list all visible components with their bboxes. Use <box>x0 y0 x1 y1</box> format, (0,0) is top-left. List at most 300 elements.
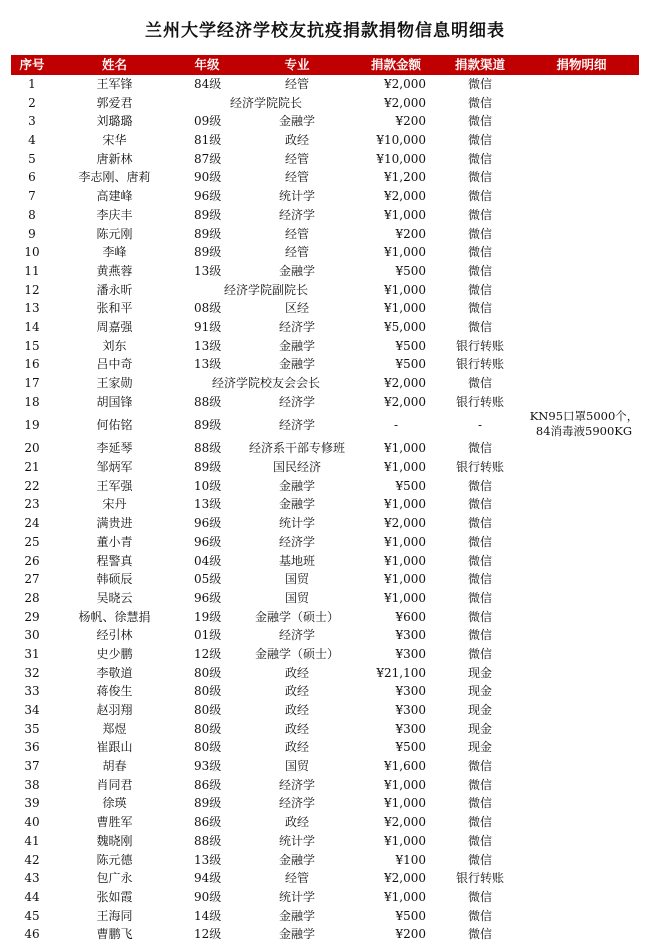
cell-grade: 09级 <box>194 114 222 129</box>
cell-amount: ¥1,600 <box>384 759 426 774</box>
cell-major: 经济学 <box>278 628 315 643</box>
cell-major: 金融学（硕士） <box>254 609 339 624</box>
cell-seq: 31 <box>24 646 40 661</box>
cell-amount: ¥500 <box>395 478 426 493</box>
cell-grade: 89级 <box>194 796 222 811</box>
cell-major: 政经 <box>284 721 309 736</box>
cell-amount: ¥1,000 <box>384 460 426 475</box>
cell-amount: ¥500 <box>395 740 426 755</box>
cell-major: 经济学 <box>278 534 315 549</box>
cell-name: 宋丹 <box>102 497 127 512</box>
cell-seq: 25 <box>24 534 40 549</box>
table-row <box>11 757 639 776</box>
cell-amount: ¥500 <box>395 357 426 372</box>
cell-major: 统计学 <box>278 833 315 848</box>
table-row <box>11 374 639 393</box>
cell-major: 经济学 <box>278 796 315 811</box>
table-row <box>11 514 639 533</box>
cell-name: 吴晓云 <box>96 590 133 605</box>
cell-name: 何佑铭 <box>96 418 133 433</box>
cell-grade: 13级 <box>194 497 222 512</box>
cell-major: 政经 <box>284 133 309 148</box>
cell-channel: 微信 <box>467 376 492 390</box>
cell-major: 经管 <box>284 151 309 166</box>
cell-major: 经管 <box>284 245 309 260</box>
cell-amount: ¥300 <box>395 628 426 643</box>
cell-grade: 89级 <box>194 226 222 241</box>
cell-seq: 8 <box>28 207 36 222</box>
cell-channel: 微信 <box>467 516 492 531</box>
cell-channel: 微信 <box>467 226 492 241</box>
cell-seq: 2 <box>28 95 36 110</box>
cell-channel: 微信 <box>467 319 492 334</box>
cell-amount: ¥1,000 <box>384 282 426 297</box>
table-row <box>11 776 639 795</box>
cell-grade: 96级 <box>194 189 222 204</box>
cell-name: 肖同君 <box>96 777 133 792</box>
cell-major: 政经 <box>284 740 309 755</box>
cell-amount: ¥2,000 <box>384 815 426 830</box>
cell-amount: ¥10,000 <box>376 133 426 148</box>
cell-name: 吕中奇 <box>96 357 133 372</box>
cell-name: 曹胜军 <box>96 815 133 830</box>
cell-amount: ¥2,000 <box>384 95 426 110</box>
cell-grade: 89级 <box>194 460 222 475</box>
cell-major: 金融学（硕士） <box>254 646 339 661</box>
table-row <box>11 570 639 589</box>
cell-seq: 37 <box>24 759 40 774</box>
cell-seq: 6 <box>28 170 36 185</box>
cell-amount: ¥1,000 <box>384 553 426 568</box>
cell-grade: 13级 <box>194 263 222 278</box>
cell-name: 唐新林 <box>96 151 133 166</box>
cell-grade: 14级 <box>194 908 222 923</box>
cell-grade: 08级 <box>194 301 222 316</box>
cell-role: 经济学院副院长 <box>223 282 308 297</box>
table-row <box>11 439 639 458</box>
cell-channel: 微信 <box>467 796 492 811</box>
cell-grade: 12级 <box>194 646 222 661</box>
cell-grade: 01级 <box>194 628 222 643</box>
cell-seq: 30 <box>24 628 40 643</box>
cell-seq: 9 <box>28 226 36 241</box>
cell-name: 刘东 <box>102 338 127 353</box>
cell-amount: - <box>393 418 399 433</box>
cell-name: 蒋俊生 <box>96 684 133 699</box>
header-seq: 序号 <box>19 57 45 72</box>
cell-role: 经济学院院长 <box>229 95 302 110</box>
cell-channel: 微信 <box>467 759 492 774</box>
header-grade: 年级 <box>194 57 220 72</box>
cell-name: 胡国锋 <box>96 394 133 409</box>
table-row <box>11 907 639 926</box>
cell-name: 李延琴 <box>96 441 133 456</box>
cell-name: 陈元刚 <box>96 226 133 241</box>
cell-amount: ¥2,000 <box>384 871 426 886</box>
cell-name: 魏晓刚 <box>96 833 133 848</box>
cell-name: 宋华 <box>102 133 127 148</box>
cell-major: 政经 <box>284 665 309 680</box>
cell-grade: 84级 <box>194 77 222 91</box>
table-row <box>11 299 639 318</box>
table-row <box>11 552 639 571</box>
cell-name: 杨帆、徐慧捐 <box>78 609 151 624</box>
table-row <box>11 243 639 262</box>
table-header <box>11 55 639 75</box>
cell-channel: 微信 <box>467 833 492 848</box>
cell-amount: ¥1,000 <box>384 207 426 222</box>
cell-seq: 14 <box>24 319 40 334</box>
cell-channel: 微信 <box>467 245 492 260</box>
header-detail: 捐物明细 <box>556 57 607 72</box>
cell-major: 统计学 <box>278 189 315 204</box>
cell-name: 赵羽翔 <box>96 703 133 717</box>
table-row <box>11 851 639 870</box>
cell-name: 潘永昕 <box>96 282 133 297</box>
cell-seq: 41 <box>24 833 40 848</box>
cell-channel: 微信 <box>467 777 492 792</box>
cell-major: 国贸 <box>284 590 309 605</box>
cell-grade: 96级 <box>194 590 222 605</box>
cell-channel: 微信 <box>467 497 492 512</box>
table-row <box>11 131 639 150</box>
table-row <box>11 589 639 608</box>
cell-name: 郑煜 <box>102 721 127 736</box>
table-row <box>11 626 639 645</box>
header-major: 专业 <box>284 57 310 72</box>
cell-seq: 7 <box>28 189 36 204</box>
cell-amount: ¥200 <box>395 927 426 942</box>
cell-name: 王军强 <box>96 478 133 493</box>
cell-channel: 银行转账 <box>455 394 504 409</box>
cell-amount: ¥1,000 <box>384 889 426 904</box>
cell-amount: ¥200 <box>395 114 426 129</box>
cell-major: 金融学 <box>278 338 315 353</box>
cell-major: 政经 <box>284 815 309 830</box>
cell-grade: 88级 <box>194 833 222 848</box>
cell-seq: 43 <box>24 871 40 886</box>
cell-amount: ¥1,000 <box>384 245 426 260</box>
cell-grade: 91级 <box>194 319 222 334</box>
cell-seq: 26 <box>24 553 40 568</box>
cell-amount: ¥1,000 <box>384 833 426 848</box>
cell-major: 基地班 <box>278 553 315 568</box>
cell-major: 经济系干部专修班 <box>248 441 345 456</box>
table-row <box>11 112 639 131</box>
cell-amount: ¥1,000 <box>384 441 426 456</box>
table-row <box>11 738 639 757</box>
cell-amount: ¥1,000 <box>384 301 426 316</box>
cell-seq: 19 <box>24 418 40 433</box>
cell-major: 经济学 <box>278 319 315 334</box>
cell-name: 曹鹏飞 <box>96 927 133 942</box>
cell-major: 统计学 <box>278 889 315 904</box>
cell-name: 高建峰 <box>96 189 133 204</box>
table-row <box>11 477 639 496</box>
cell-amount: ¥300 <box>395 646 426 661</box>
cell-amount: ¥2,000 <box>384 77 426 91</box>
cell-seq: 11 <box>24 263 40 278</box>
cell-grade: 19级 <box>194 609 222 624</box>
cell-seq: 34 <box>24 703 40 717</box>
cell-channel: 微信 <box>467 815 492 830</box>
cell-major: 金融学 <box>278 908 315 923</box>
cell-channel: 微信 <box>467 151 492 166</box>
cell-grade: 89级 <box>194 418 222 433</box>
cell-channel: 微信 <box>467 114 492 129</box>
header-name: 姓名 <box>101 57 127 72</box>
cell-seq: 15 <box>24 338 40 353</box>
cell-amount: ¥600 <box>395 609 426 624</box>
cell-amount: ¥200 <box>395 226 426 241</box>
table-row <box>11 206 639 225</box>
cell-channel: 微信 <box>467 77 492 91</box>
cell-channel: 微信 <box>467 133 492 148</box>
cell-seq: 27 <box>24 572 40 587</box>
cell-amount: ¥1,000 <box>384 796 426 811</box>
cell-seq: 44 <box>24 889 40 904</box>
cell-name: 徐瑛 <box>102 796 127 811</box>
cell-grade: 10级 <box>194 478 222 493</box>
cell-seq: 10 <box>24 245 40 260</box>
cell-major: 统计学 <box>278 516 315 531</box>
cell-grade: 88级 <box>194 441 222 456</box>
cell-seq: 38 <box>24 777 40 792</box>
cell-detail: KN95口罩5000个，84消毒液5900KG <box>529 409 639 439</box>
cell-grade: 13级 <box>194 338 222 353</box>
cell-grade: 87级 <box>194 151 222 166</box>
cell-channel: 微信 <box>467 441 492 456</box>
cell-major: 政经 <box>284 684 309 699</box>
cell-seq: 20 <box>24 441 40 456</box>
table-row <box>11 355 639 374</box>
cell-channel: 微信 <box>467 590 492 605</box>
cell-channel: 银行转账 <box>455 357 504 372</box>
cell-name: 崔跟山 <box>96 740 133 755</box>
cell-major: 经管 <box>284 226 309 241</box>
table-row <box>11 495 639 514</box>
cell-amount: ¥100 <box>395 852 426 867</box>
cell-seq: 13 <box>24 301 40 316</box>
cell-major: 经济学 <box>278 394 315 409</box>
cell-amount: ¥10,000 <box>376 151 426 166</box>
table-row <box>11 869 639 888</box>
cell-amount: ¥5,000 <box>384 319 426 334</box>
cell-channel: 微信 <box>467 908 492 923</box>
cell-name: 胡春 <box>102 759 127 774</box>
cell-major: 金融学 <box>278 852 315 867</box>
cell-grade: 80级 <box>194 721 222 736</box>
cell-channel: 微信 <box>467 263 492 278</box>
cell-name: 程警真 <box>96 553 133 568</box>
cell-name: 李庆丰 <box>96 207 133 222</box>
cell-channel: 微信 <box>467 646 492 661</box>
cell-seq: 16 <box>24 357 40 372</box>
cell-amount: ¥300 <box>395 684 426 699</box>
cell-grade: 13级 <box>194 357 222 372</box>
cell-grade: 81级 <box>194 133 222 148</box>
cell-seq: 3 <box>28 114 36 129</box>
cell-seq: 17 <box>24 376 40 390</box>
header-channel: 捐款渠道 <box>454 57 505 72</box>
table-row <box>11 701 639 720</box>
cell-channel: 银行转账 <box>455 871 504 886</box>
cell-grade: 80级 <box>194 665 222 680</box>
cell-channel: 现金 <box>467 740 492 755</box>
cell-amount: ¥2,000 <box>384 516 426 531</box>
cell-seq: 21 <box>24 460 40 475</box>
cell-name: 王家勋 <box>96 376 133 390</box>
cell-amount: ¥2,000 <box>384 394 426 409</box>
cell-seq: 24 <box>24 516 40 531</box>
cell-amount: ¥500 <box>395 908 426 923</box>
cell-channel: 微信 <box>467 889 492 904</box>
table-row <box>11 720 639 739</box>
cell-seq: 12 <box>24 282 40 297</box>
cell-channel: 现金 <box>467 665 492 680</box>
cell-grade: 88级 <box>194 394 222 409</box>
cell-grade: 93级 <box>194 759 222 774</box>
table-row <box>11 262 639 281</box>
cell-channel: 微信 <box>467 478 492 493</box>
cell-seq: 32 <box>24 665 40 680</box>
cell-seq: 45 <box>24 908 40 923</box>
cell-seq: 36 <box>24 740 40 755</box>
cell-amount: ¥500 <box>395 263 426 278</box>
cell-amount: ¥1,000 <box>384 590 426 605</box>
cell-grade: 96级 <box>194 534 222 549</box>
cell-seq: 46 <box>24 927 40 942</box>
table-row <box>11 318 639 337</box>
cell-channel: 微信 <box>467 609 492 624</box>
cell-major: 金融学 <box>278 357 315 372</box>
table-row <box>11 458 639 477</box>
cell-name: 张和平 <box>96 301 133 316</box>
cell-channel: 微信 <box>467 170 492 185</box>
cell-name: 董小青 <box>96 534 133 549</box>
cell-seq: 1 <box>28 77 36 91</box>
cell-amount: ¥1,000 <box>384 497 426 512</box>
cell-grade: 80级 <box>194 703 222 717</box>
table-row <box>11 608 639 627</box>
cell-channel: 微信 <box>467 95 492 110</box>
page-title: 兰州大学经济学校友抗疫捐款捐物信息明细表 <box>145 21 505 41</box>
cell-major: 金融学 <box>278 478 315 493</box>
cell-amount: ¥1,000 <box>384 534 426 549</box>
cell-amount: ¥21,100 <box>376 665 426 680</box>
cell-channel: 微信 <box>467 189 492 204</box>
cell-channel: 微信 <box>467 534 492 549</box>
cell-amount: ¥2,000 <box>384 376 426 390</box>
table-row <box>11 337 639 356</box>
cell-seq: 4 <box>28 133 36 148</box>
cell-name: 郭爱君 <box>96 95 133 110</box>
cell-channel: - <box>477 418 483 433</box>
table-body <box>11 75 639 944</box>
cell-grade: 90级 <box>194 170 222 185</box>
cell-major: 区经 <box>284 301 309 316</box>
cell-major: 金融学 <box>278 114 315 129</box>
cell-role: 经济学院校友会会长 <box>211 376 320 390</box>
cell-channel: 银行转账 <box>455 460 504 475</box>
cell-major: 国贸 <box>284 572 309 587</box>
cell-grade: 05级 <box>194 572 222 587</box>
cell-name: 邹炳军 <box>96 460 133 475</box>
cell-grade: 86级 <box>194 815 222 830</box>
cell-seq: 28 <box>24 590 40 605</box>
cell-grade: 13级 <box>194 852 222 867</box>
cell-major: 经管 <box>284 77 309 91</box>
cell-grade: 12级 <box>194 927 222 942</box>
table-row <box>11 664 639 683</box>
cell-seq: 22 <box>24 478 40 493</box>
table-row <box>11 533 639 552</box>
cell-name: 李峰 <box>102 245 127 260</box>
cell-seq: 42 <box>24 852 40 867</box>
cell-name: 张如霞 <box>96 889 133 904</box>
table-row <box>11 888 639 907</box>
cell-channel: 微信 <box>467 927 492 942</box>
cell-channel: 现金 <box>467 684 492 699</box>
cell-amount: ¥1,000 <box>384 777 426 792</box>
cell-grade: 96级 <box>194 516 222 531</box>
cell-name: 史少鹏 <box>96 646 133 661</box>
cell-amount: ¥300 <box>395 721 426 736</box>
cell-name: 满贵进 <box>96 516 133 531</box>
cell-grade: 90级 <box>194 889 222 904</box>
cell-channel: 微信 <box>467 553 492 568</box>
table-row <box>11 682 639 701</box>
cell-major: 金融学 <box>278 927 315 942</box>
cell-grade: 04级 <box>194 553 222 568</box>
cell-name: 李志刚、唐莉 <box>78 170 151 185</box>
cell-major: 金融学 <box>278 497 315 512</box>
table-row <box>11 75 639 94</box>
table-row <box>11 150 639 169</box>
table-row <box>11 281 639 300</box>
cell-channel: 现金 <box>467 703 492 717</box>
cell-channel: 银行转账 <box>455 338 504 353</box>
cell-channel: 现金 <box>467 721 492 736</box>
cell-major: 政经 <box>284 703 309 717</box>
table-row <box>11 794 639 813</box>
cell-channel: 微信 <box>467 852 492 867</box>
cell-name: 李敬道 <box>96 665 133 680</box>
table-row <box>11 832 639 851</box>
cell-grade: 94级 <box>194 871 222 886</box>
table-row <box>11 187 639 206</box>
cell-channel: 微信 <box>467 628 492 643</box>
cell-seq: 18 <box>24 394 40 409</box>
cell-major: 经管 <box>284 871 309 886</box>
cell-major: 经济学 <box>278 418 315 433</box>
cell-seq: 23 <box>24 497 40 512</box>
cell-name: 周嘉强 <box>96 319 133 334</box>
cell-amount: ¥1,000 <box>384 572 426 587</box>
cell-seq: 40 <box>24 815 40 830</box>
cell-name: 黄燕蓉 <box>96 263 133 278</box>
cell-name: 王海同 <box>96 908 133 923</box>
header-amount: 捐款金额 <box>370 57 421 72</box>
cell-channel: 微信 <box>467 572 492 587</box>
cell-grade: 89级 <box>194 245 222 260</box>
cell-name: 韩硕辰 <box>96 572 133 587</box>
table-row <box>11 168 639 187</box>
cell-major: 国贸 <box>284 759 309 774</box>
cell-major: 经管 <box>284 170 309 185</box>
cell-grade: 80级 <box>194 684 222 699</box>
cell-amount: ¥1,200 <box>384 170 426 185</box>
